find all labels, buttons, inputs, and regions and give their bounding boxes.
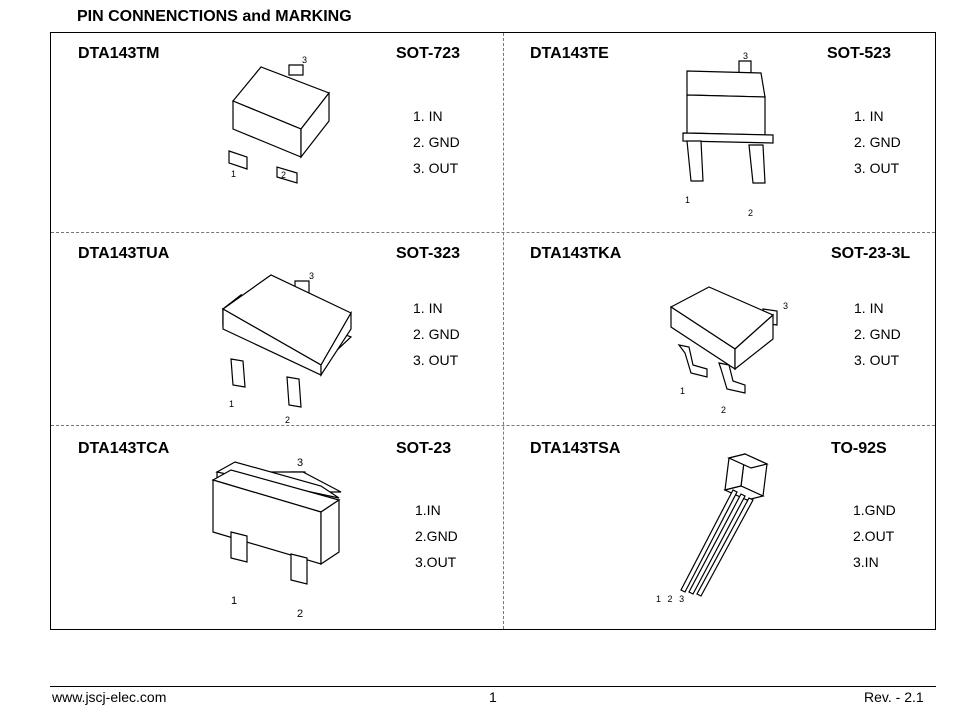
pin-label-1: 1 <box>231 595 238 607</box>
sot723-package-drawing <box>211 53 351 183</box>
pin-label-3: 3 <box>297 457 304 469</box>
sot323-package-drawing <box>211 255 361 409</box>
pin-label-3: 3 <box>679 594 687 604</box>
package-name: SOT-723 <box>396 45 461 62</box>
package-name: SOT-23 <box>396 440 452 457</box>
pin-3: 3. OUT <box>413 352 459 368</box>
pin-label-1: 1 <box>656 594 664 604</box>
pin-2: 2.OUT <box>853 528 895 544</box>
pin-label-2: 2 <box>721 405 727 415</box>
part-number: DTA143TE <box>530 45 609 62</box>
cell-dta143tsa <box>503 426 945 621</box>
part-number: DTA143TUA <box>78 245 170 262</box>
cell-dta143tca <box>51 426 493 621</box>
pin-1: 1. IN <box>413 300 443 316</box>
pin-label-1: 1 <box>680 386 686 396</box>
pin-connection-table <box>50 32 936 630</box>
footer-revision: Rev. - 2.1 <box>864 689 924 705</box>
to92s-pin-labels <box>656 594 686 604</box>
pin-list <box>415 497 458 575</box>
pin-list <box>413 295 460 373</box>
pin-2: 2. GND <box>854 134 901 150</box>
pin-2: 2. GND <box>854 326 901 342</box>
cell-dta143te <box>503 33 945 228</box>
footer-rule <box>50 686 936 687</box>
pin-list <box>854 295 901 373</box>
pin-label-2: 2 <box>285 415 291 425</box>
pin-label-3: 3 <box>743 51 749 61</box>
pin-list <box>413 103 460 181</box>
pin-3: 3. OUT <box>413 160 459 176</box>
cell-dta143tua <box>51 233 493 428</box>
pin-2: 2. GND <box>413 134 460 150</box>
sot23-package-drawing <box>201 452 361 607</box>
pin-1: 1. IN <box>854 108 884 124</box>
pin-2: 2. GND <box>413 326 460 342</box>
pin-label-1: 1 <box>231 169 237 179</box>
pin-3: 3. OUT <box>854 352 900 368</box>
package-name: SOT-523 <box>827 45 892 62</box>
part-number: DTA143TM <box>78 45 160 62</box>
pin-1: 1. IN <box>854 300 884 316</box>
pin-label-2: 2 <box>748 208 754 218</box>
pin-label-3: 3 <box>783 301 789 311</box>
pin-3: 3.IN <box>853 554 879 570</box>
cell-dta143tka <box>503 233 945 428</box>
pin-label-3: 3 <box>309 271 315 281</box>
section-title: PIN CONNENCTIONS and MARKING <box>77 8 352 25</box>
pin-1: 1. IN <box>413 108 443 124</box>
sot23-3l-package-drawing <box>663 253 793 383</box>
pin-list <box>854 103 901 181</box>
pin-label-1: 1 <box>685 195 691 205</box>
footer-page-number: 1 <box>489 689 497 705</box>
pin-label-1: 1 <box>229 399 235 409</box>
sot523-package-drawing <box>653 51 793 218</box>
part-number: DTA143TSA <box>530 440 621 457</box>
to92s-package-drawing <box>649 444 779 604</box>
package-name: TO-92S <box>831 440 887 457</box>
pin-1: 1.GND <box>853 502 896 518</box>
package-name: SOT-23-3L <box>831 245 911 262</box>
pin-list <box>853 497 896 575</box>
part-number: DTA143TCA <box>78 440 170 457</box>
package-name: SOT-323 <box>396 245 461 262</box>
pin-2: 2.GND <box>415 528 458 544</box>
pin-label-2: 2 <box>281 170 287 180</box>
pin-1: 1.IN <box>415 502 441 518</box>
part-number: DTA143TKA <box>530 245 622 262</box>
footer-website: www.jscj-elec.com <box>52 689 167 705</box>
pin-3: 3. OUT <box>854 160 900 176</box>
pin-label-2: 2 <box>297 608 304 620</box>
pin-label-3: 3 <box>302 55 308 65</box>
pin-label-2: 2 <box>667 594 675 604</box>
pin-3: 3.OUT <box>415 554 457 570</box>
cell-dta143tm <box>51 33 493 228</box>
